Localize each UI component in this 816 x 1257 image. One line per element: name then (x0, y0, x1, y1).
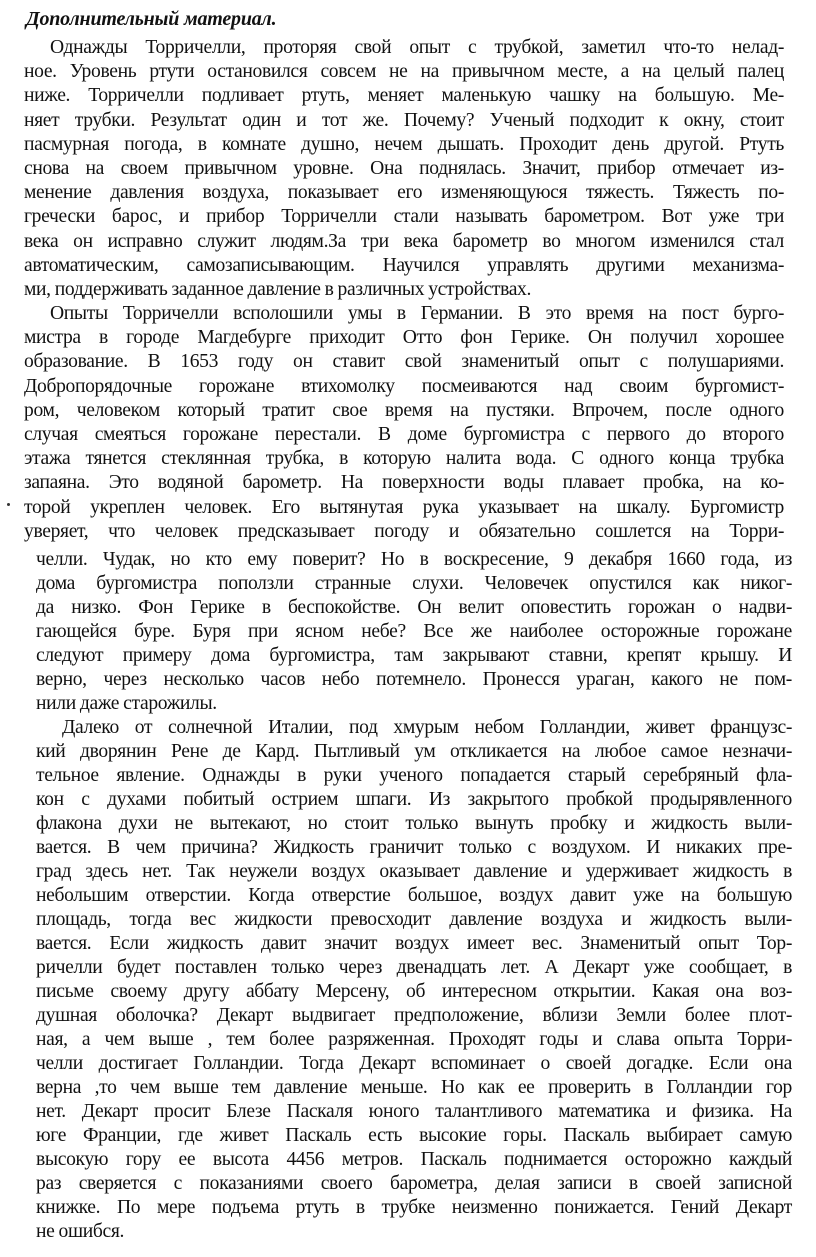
text-line: случая смеяться горожане перестали. В доме бургомистра с первого до второго (24, 424, 784, 445)
text-line: душная оболочка? Декарт выдвигает предположение, вблизи Земли более плот- (36, 1005, 792, 1026)
text-line: ное. Уровень ртути остановился совсем не на привычном месте, а на целый палец (24, 61, 784, 83)
text-line: челли. Чудак, но кто ему поверит? Но в воскресение, 9 декабря 1660 года, из (36, 549, 792, 570)
text-line: вается. В чем причина? Жидкость граничит только с воздухом. И никаких пре- (36, 837, 792, 858)
text-line: уверяет, что человек предсказывает погоду и обязательно сошлется на Торри- (24, 520, 784, 542)
text-line: няет трубки. Результат один и тот же. Почему? Ученый подходит к окну, стоит (24, 109, 784, 131)
text-line: вается. Если жидкость давит значит воздух имеет вес. Знаменитый опыт Тор- (36, 933, 792, 954)
text-line: Далеко от солнечной Италии, под хмурым небом Голландии, живет французс- (62, 717, 792, 738)
text-line: века он исправно служит людям.За три века барометр во многом изменился стал (24, 230, 784, 252)
text-line: этажа тянется стеклянная трубка, в которую налита вода. С одного конца трубка (24, 448, 784, 470)
text-line: книжке. По мере подъема ртуть в трубке неизменно понижается. Гений Декарт (36, 1197, 792, 1218)
text-line: верна ,то чем выше тем давление меньше. Но как ее проверить в Голландии гор (36, 1077, 792, 1098)
text-line: небольшим отверстии. Когда отверстие большое, воздух давит уже на большую (36, 885, 792, 906)
text-line: мистра в городе Магдебурге приходит Отто фон Герике. Он получил хорошее (24, 327, 784, 349)
text-line: гающейся буре. Буря при ясном небе? Все же наиболее осторожные горожане (36, 621, 792, 642)
text-line: образование. В 1653 году он ставит свой знаменитый опыт с полушариями. (24, 351, 784, 373)
text-line: нили даже старожилы. (36, 693, 217, 714)
text-line: верно, через несколько часов небо потемнело. Пронесся ураган, какого не пом- (36, 669, 792, 690)
text-line: следуют примеру дома бургомистра, там закрывают ставни, крепят крышу. И (36, 645, 792, 666)
text-line: автоматическим, самозаписывающим. Научился управлять другими механизма- (24, 254, 784, 276)
text-line: ниже. Торричелли подливает ртуть, меняет маленькую чашку на большую. Ме- (24, 85, 784, 107)
text-line: Опыты Торричелли всполошили умы в Германии. В это время на пост бурго- (50, 303, 784, 325)
text-line: ричелли будет поставлен только через двенадцать лет. А Декарт уже сообщает, в (36, 957, 792, 978)
section-heading: Дополнительный материал. (26, 8, 277, 30)
text-line: тельное явление. Однажды в руки ученого попадается старый серебряный фла- (36, 765, 792, 786)
text-line: запаяна. Это водяной барометр. На поверхности воды плавает пробка, на ко- (24, 472, 784, 494)
text-line: Однажды Торричелли, протоpяя свой опыт с трубкой, заметил что-то нелад- (50, 37, 784, 58)
text-line: флакона духи не вытекают, но стоит только вынуть пробку и жидкость выли- (36, 813, 792, 834)
text-block-bottom (36, 548, 792, 1244)
text-line: площадь, тогда вес жидкости превосходит давление воздуха и жидкость выли- (36, 909, 792, 930)
text-line: град здесь нет. Так неужели воздух оказывает давление и удерживает жидкость в (36, 861, 792, 882)
text-line: Добропорядочные горожане втихомолку посмеиваются над своим бургомист- (24, 375, 784, 397)
text-line: ми, поддерживать заданное давление в различных устройствах. (24, 278, 532, 300)
text-line: гречески барос, и прибор Торричелли стали называть барометром. Вот уже три (24, 206, 784, 228)
text-line: да низко. Фон Герике в беспокойстве. Он велит оповестить горожан о надви- (36, 597, 792, 618)
text-line: снова на своем привычном уровне. Она поднялась. Значит, прибор отмечает из- (24, 157, 784, 179)
text-line: кий дворянин Рене де Кард. Пытливый ум откликается на любое самое незначи- (36, 741, 792, 762)
text-line: нет. Декарт просит Блезе Паскаля юного талантливого математика и физика. На (36, 1101, 792, 1122)
text-line: юге Франции, где живет Паскаль есть высокие горы. Паскаль выбирает самую (36, 1125, 792, 1146)
text-line: раз сверяется с показаниями своего барометра, делая записи в своей записной (36, 1173, 792, 1194)
text-line: ная, а чем выше , тем более разряженная. Проходят годы и слава опыта Торри- (36, 1029, 792, 1050)
text-line: не ошибся. (36, 1221, 125, 1242)
text-line: дома бургомистра поползли странные слухи. Человечек опустился как никог- (36, 573, 792, 594)
text-line: менение давления воздуха, показывает его изменяющуюся тяжесть. Тяжесть по- (24, 182, 784, 204)
text-line: кон с духами побитый острием шпаги. Из закрытого пробкой продырявленного (36, 789, 792, 810)
text-line: письме своему другу аббату Мерсену, об интересном открытии. Какая она воз- (36, 981, 792, 1002)
text-line: высокую гору ее высота 4456 метров. Паскаль поднимается осторожно каждый (36, 1149, 792, 1170)
text-block-top (24, 36, 784, 544)
text-line: ром, человеком который тратит свое время на пустяки. Впрочем, после одного (24, 399, 784, 421)
text-line: челли достигает Голландии. Тогда Декарт вспоминает о своей догадке. Если она (36, 1053, 792, 1074)
text-line: торой укреплен человек. Его вытянутая рука указывает на шкалу. Бургомистр (24, 496, 784, 518)
text-line: пасмурная погода, в комнате душно, нечем дышать. Проходит день другой. Ртуть (24, 133, 784, 155)
margin-mark (7, 503, 10, 506)
